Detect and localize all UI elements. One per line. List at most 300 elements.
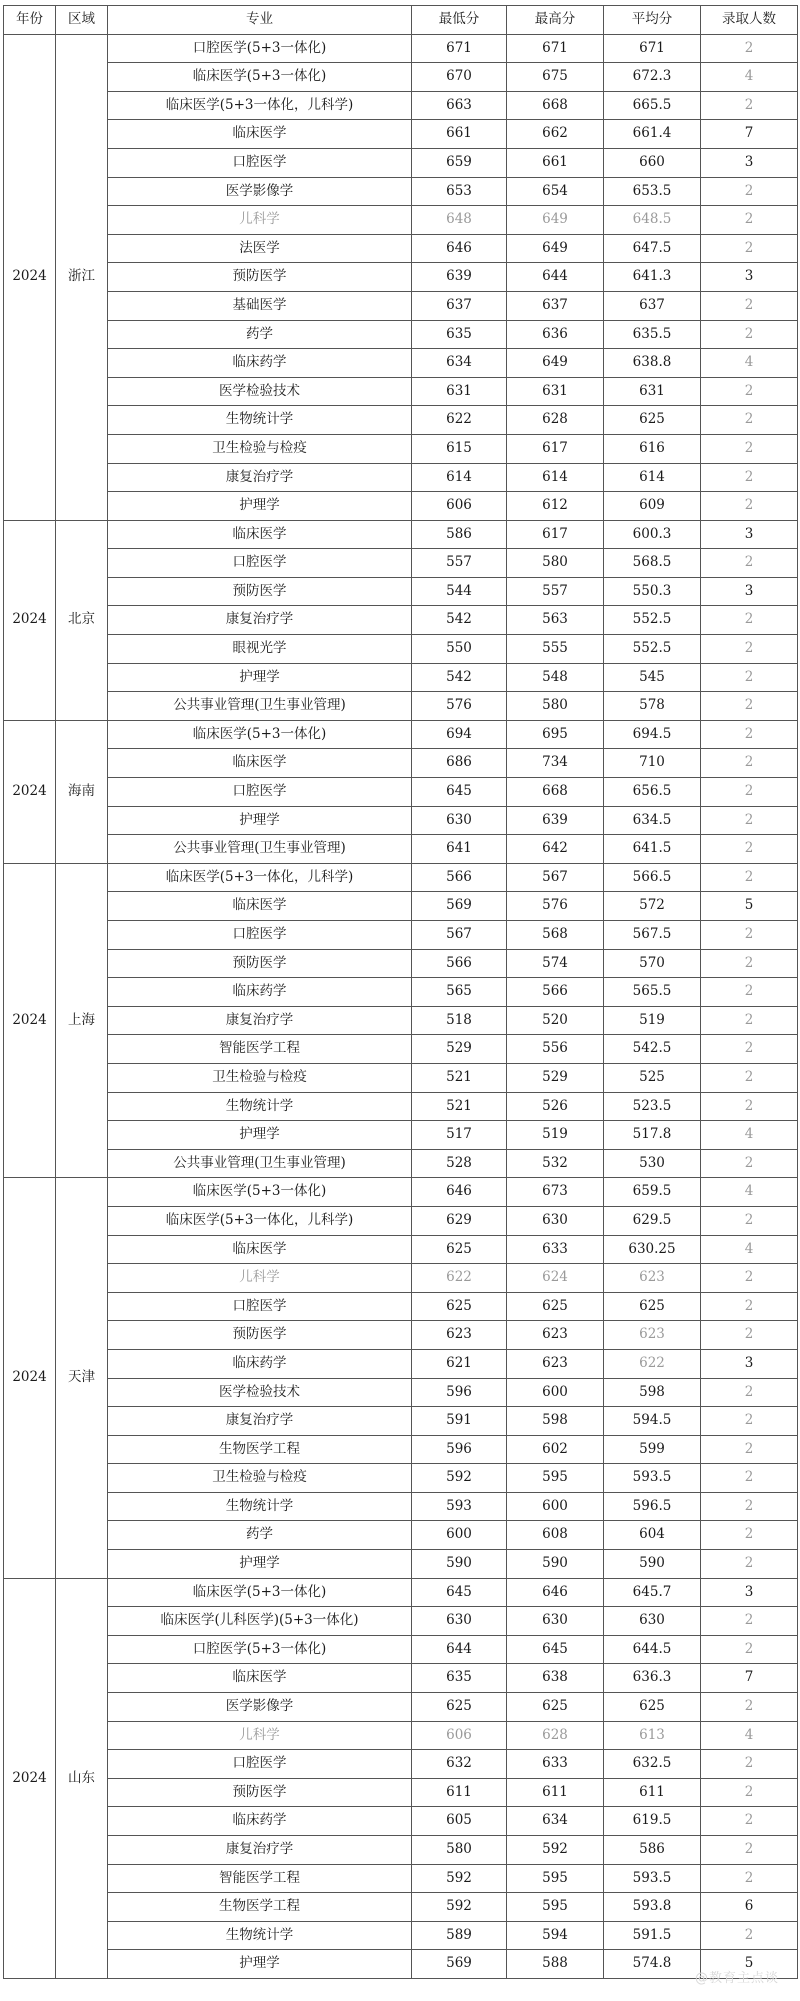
avg-score-cell: 542.5 — [604, 1035, 701, 1064]
major-cell: 口腔医学(5+3一体化) — [108, 34, 412, 63]
major-cell: 生物统计学 — [108, 1092, 412, 1121]
min-score-cell: 592 — [412, 1464, 507, 1493]
avg-score-cell: 634.5 — [604, 806, 701, 835]
major-cell: 预防医学 — [108, 263, 412, 292]
avg-score-cell: 613 — [604, 1721, 701, 1750]
enrolled-cell: 3 — [701, 148, 798, 177]
major-cell: 临床医学 — [108, 749, 412, 778]
major-cell: 临床药学 — [108, 1349, 412, 1378]
enrolled-cell: 2 — [701, 177, 798, 206]
table-row — [4, 692, 798, 721]
region-cell: 山东 — [56, 1578, 108, 1978]
table-row — [4, 1121, 798, 1150]
major-cell: 临床医学 — [108, 520, 412, 549]
table-row — [4, 492, 798, 521]
min-score-cell: 590 — [412, 1550, 507, 1579]
avg-score-cell: 530 — [604, 1149, 701, 1178]
min-score-cell: 528 — [412, 1149, 507, 1178]
max-score-cell: 630 — [507, 1206, 604, 1235]
major-cell: 公共事业管理(卫生事业管理) — [108, 835, 412, 864]
max-score-cell: 529 — [507, 1063, 604, 1092]
min-score-cell: 645 — [412, 778, 507, 807]
enrolled-cell: 2 — [701, 1550, 798, 1579]
major-cell: 基础医学 — [108, 291, 412, 320]
table-row — [4, 434, 798, 463]
min-score-cell: 550 — [412, 635, 507, 664]
max-score-cell: 661 — [507, 148, 604, 177]
min-score-cell: 634 — [412, 349, 507, 378]
max-score-cell: 623 — [507, 1321, 604, 1350]
table-row — [4, 635, 798, 664]
max-score-cell: 625 — [507, 1693, 604, 1722]
avg-score-cell: 600.3 — [604, 520, 701, 549]
enrolled-cell: 2 — [701, 406, 798, 435]
max-score-cell: 526 — [507, 1092, 604, 1121]
major-cell: 护理学 — [108, 1121, 412, 1150]
enrolled-cell: 4 — [701, 1721, 798, 1750]
table-row — [4, 1635, 798, 1664]
enrolled-cell: 6 — [701, 1893, 798, 1922]
major-cell: 医学影像学 — [108, 1693, 412, 1722]
max-score-cell: 567 — [507, 863, 604, 892]
min-score-cell: 596 — [412, 1435, 507, 1464]
enrolled-cell: 2 — [701, 1378, 798, 1407]
enrolled-cell: 2 — [701, 1292, 798, 1321]
avg-score-cell: 552.5 — [604, 635, 701, 664]
enrolled-cell: 2 — [701, 1635, 798, 1664]
table-row — [4, 206, 798, 235]
enrolled-cell: 2 — [701, 1521, 798, 1550]
enrolled-cell: 2 — [701, 1921, 798, 1950]
enrolled-cell: 2 — [701, 1864, 798, 1893]
max-score-cell: 662 — [507, 120, 604, 149]
enrolled-cell: 4 — [701, 1178, 798, 1207]
table-row — [4, 749, 798, 778]
min-score-cell: 623 — [412, 1321, 507, 1350]
major-cell: 公共事业管理(卫生事业管理) — [108, 692, 412, 721]
avg-score-cell: 568.5 — [604, 549, 701, 578]
min-score-cell: 686 — [412, 749, 507, 778]
enrolled-cell: 2 — [701, 1492, 798, 1521]
table-row — [4, 148, 798, 177]
avg-score-cell: 598 — [604, 1378, 701, 1407]
enrolled-cell: 2 — [701, 921, 798, 950]
enrolled-cell: 2 — [701, 806, 798, 835]
region-cell: 浙江 — [56, 34, 108, 520]
enrolled-cell: 2 — [701, 1063, 798, 1092]
max-score-cell: 588 — [507, 1950, 604, 1979]
min-score-cell: 542 — [412, 606, 507, 635]
min-score-cell: 632 — [412, 1750, 507, 1779]
table-row — [4, 1349, 798, 1378]
avg-score-cell: 550.3 — [604, 577, 701, 606]
avg-score-cell: 593.5 — [604, 1464, 701, 1493]
header-min-score: 最低分 — [412, 6, 507, 35]
major-cell: 医学检验技术 — [108, 1378, 412, 1407]
enrolled-cell: 2 — [701, 291, 798, 320]
table-row — [4, 406, 798, 435]
table-row — [4, 120, 798, 149]
table-row — [4, 1607, 798, 1636]
table-row — [4, 720, 798, 749]
min-score-cell: 621 — [412, 1349, 507, 1378]
enrolled-cell: 5 — [701, 1950, 798, 1979]
avg-score-cell: 517.8 — [604, 1121, 701, 1150]
min-score-cell: 625 — [412, 1693, 507, 1722]
min-score-cell: 639 — [412, 263, 507, 292]
major-cell: 口腔医学 — [108, 148, 412, 177]
major-cell: 临床医学 — [108, 120, 412, 149]
max-score-cell: 602 — [507, 1435, 604, 1464]
major-cell: 儿科学 — [108, 206, 412, 235]
header-enrolled: 录取人数 — [701, 6, 798, 35]
min-score-cell: 565 — [412, 978, 507, 1007]
min-score-cell: 622 — [412, 406, 507, 435]
min-score-cell: 544 — [412, 577, 507, 606]
max-score-cell: 590 — [507, 1550, 604, 1579]
min-score-cell: 586 — [412, 520, 507, 549]
header-major: 专业 — [108, 6, 412, 35]
table-row — [4, 234, 798, 263]
enrolled-cell: 4 — [701, 63, 798, 92]
max-score-cell: 595 — [507, 1864, 604, 1893]
avg-score-cell: 622 — [604, 1349, 701, 1378]
major-cell: 生物统计学 — [108, 1492, 412, 1521]
table-row — [4, 921, 798, 950]
min-score-cell: 635 — [412, 320, 507, 349]
max-score-cell: 645 — [507, 1635, 604, 1664]
table-row — [4, 1149, 798, 1178]
admission-table-container — [3, 5, 797, 1986]
table-row — [4, 1178, 798, 1207]
min-score-cell: 592 — [412, 1864, 507, 1893]
table-row — [4, 1063, 798, 1092]
major-cell: 医学检验技术 — [108, 377, 412, 406]
major-cell: 预防医学 — [108, 577, 412, 606]
max-score-cell: 644 — [507, 263, 604, 292]
major-cell: 生物统计学 — [108, 1921, 412, 1950]
major-cell: 临床医学(儿科医学)(5+3一体化) — [108, 1607, 412, 1636]
year-cell: 2024 — [4, 720, 56, 863]
enrolled-cell: 2 — [701, 635, 798, 664]
region-cell: 上海 — [56, 863, 108, 1178]
max-score-cell: 520 — [507, 1006, 604, 1035]
min-score-cell: 630 — [412, 806, 507, 835]
table-row — [4, 1721, 798, 1750]
table-row — [4, 1836, 798, 1865]
max-score-cell: 592 — [507, 1836, 604, 1865]
max-score-cell: 673 — [507, 1178, 604, 1207]
max-score-cell: 638 — [507, 1664, 604, 1693]
enrolled-cell: 2 — [701, 1321, 798, 1350]
max-score-cell: 668 — [507, 778, 604, 807]
min-score-cell: 645 — [412, 1578, 507, 1607]
min-score-cell: 625 — [412, 1235, 507, 1264]
enrolled-cell: 2 — [701, 1006, 798, 1035]
table-row — [4, 349, 798, 378]
region-cell: 海南 — [56, 720, 108, 863]
avg-score-cell: 578 — [604, 692, 701, 721]
max-score-cell: 574 — [507, 949, 604, 978]
enrolled-cell: 3 — [701, 577, 798, 606]
table-row — [4, 1264, 798, 1293]
table-row — [4, 1864, 798, 1893]
min-score-cell: 521 — [412, 1063, 507, 1092]
avg-score-cell: 614 — [604, 463, 701, 492]
table-row — [4, 778, 798, 807]
table-body — [4, 34, 798, 1978]
table-row — [4, 1950, 798, 1979]
major-cell: 临床医学(5+3一体化) — [108, 1578, 412, 1607]
table-row — [4, 1378, 798, 1407]
major-cell: 康复治疗学 — [108, 606, 412, 635]
max-score-cell: 556 — [507, 1035, 604, 1064]
year-cell: 2024 — [4, 863, 56, 1178]
min-score-cell: 542 — [412, 663, 507, 692]
max-score-cell: 519 — [507, 1121, 604, 1150]
min-score-cell: 646 — [412, 1178, 507, 1207]
enrolled-cell: 7 — [701, 1664, 798, 1693]
major-cell: 临床医学(5+3一体化) — [108, 720, 412, 749]
major-cell: 卫生检验与检疫 — [108, 1464, 412, 1493]
enrolled-cell: 2 — [701, 91, 798, 120]
table-row — [4, 1407, 798, 1436]
table-row — [4, 577, 798, 606]
enrolled-cell: 3 — [701, 520, 798, 549]
max-score-cell: 623 — [507, 1349, 604, 1378]
max-score-cell: 595 — [507, 1893, 604, 1922]
enrolled-cell: 2 — [701, 778, 798, 807]
min-score-cell: 576 — [412, 692, 507, 721]
enrolled-cell: 3 — [701, 1578, 798, 1607]
enrolled-cell: 4 — [701, 349, 798, 378]
avg-score-cell: 623 — [604, 1264, 701, 1293]
max-score-cell: 594 — [507, 1921, 604, 1950]
major-cell: 儿科学 — [108, 1721, 412, 1750]
major-cell: 预防医学 — [108, 1778, 412, 1807]
major-cell: 临床医学(5+3一体化，儿科学) — [108, 91, 412, 120]
avg-score-cell: 659.5 — [604, 1178, 701, 1207]
avg-score-cell: 665.5 — [604, 91, 701, 120]
table-row — [4, 1464, 798, 1493]
min-score-cell: 671 — [412, 34, 507, 63]
enrolled-cell: 2 — [701, 863, 798, 892]
table-row — [4, 291, 798, 320]
avg-score-cell: 593.8 — [604, 1893, 701, 1922]
avg-score-cell: 609 — [604, 492, 701, 521]
max-score-cell: 675 — [507, 63, 604, 92]
enrolled-cell: 2 — [701, 949, 798, 978]
major-cell: 康复治疗学 — [108, 463, 412, 492]
table-row — [4, 1435, 798, 1464]
table-row — [4, 863, 798, 892]
max-score-cell: 580 — [507, 549, 604, 578]
avg-score-cell: 519 — [604, 1006, 701, 1035]
avg-score-cell: 672.3 — [604, 63, 701, 92]
major-cell: 护理学 — [108, 806, 412, 835]
header-max-score: 最高分 — [507, 6, 604, 35]
min-score-cell: 589 — [412, 1921, 507, 1950]
table-row — [4, 978, 798, 1007]
enrolled-cell: 2 — [701, 1693, 798, 1722]
max-score-cell: 695 — [507, 720, 604, 749]
min-score-cell: 663 — [412, 91, 507, 120]
table-row — [4, 663, 798, 692]
table-row — [4, 835, 798, 864]
table-row — [4, 606, 798, 635]
min-score-cell: 521 — [412, 1092, 507, 1121]
avg-score-cell: 660 — [604, 148, 701, 177]
max-score-cell: 671 — [507, 34, 604, 63]
enrolled-cell: 2 — [701, 1464, 798, 1493]
avg-score-cell: 625 — [604, 406, 701, 435]
max-score-cell: 646 — [507, 1578, 604, 1607]
enrolled-cell: 2 — [701, 663, 798, 692]
table-row — [4, 949, 798, 978]
avg-score-cell: 545 — [604, 663, 701, 692]
min-score-cell: 569 — [412, 1950, 507, 1979]
max-score-cell: 637 — [507, 291, 604, 320]
max-score-cell: 631 — [507, 377, 604, 406]
enrolled-cell: 2 — [701, 692, 798, 721]
max-score-cell: 566 — [507, 978, 604, 1007]
avg-score-cell: 637 — [604, 291, 701, 320]
enrolled-cell: 2 — [701, 234, 798, 263]
major-cell: 智能医学工程 — [108, 1864, 412, 1893]
max-score-cell: 628 — [507, 406, 604, 435]
enrolled-cell: 7 — [701, 120, 798, 149]
max-score-cell: 649 — [507, 206, 604, 235]
max-score-cell: 654 — [507, 177, 604, 206]
min-score-cell: 600 — [412, 1521, 507, 1550]
enrolled-cell: 2 — [701, 1836, 798, 1865]
table-row — [4, 1807, 798, 1836]
min-score-cell: 629 — [412, 1206, 507, 1235]
min-score-cell: 517 — [412, 1121, 507, 1150]
watermark-text: @教育主点谈 — [694, 1971, 779, 1986]
enrolled-cell: 2 — [701, 549, 798, 578]
table-header-row — [4, 6, 798, 35]
table-row — [4, 1492, 798, 1521]
major-cell: 临床医学(5+3一体化，儿科学) — [108, 1206, 412, 1235]
min-score-cell: 606 — [412, 1721, 507, 1750]
major-cell: 预防医学 — [108, 949, 412, 978]
table-row — [4, 1550, 798, 1579]
avg-score-cell: 616 — [604, 434, 701, 463]
avg-score-cell: 574.8 — [604, 1950, 701, 1979]
major-cell: 临床医学(5+3一体化) — [108, 63, 412, 92]
min-score-cell: 659 — [412, 148, 507, 177]
max-score-cell: 642 — [507, 835, 604, 864]
avg-score-cell: 623 — [604, 1321, 701, 1350]
table-row — [4, 806, 798, 835]
avg-score-cell: 630.25 — [604, 1235, 701, 1264]
enrolled-cell: 2 — [701, 34, 798, 63]
enrolled-cell: 2 — [701, 320, 798, 349]
max-score-cell: 600 — [507, 1378, 604, 1407]
header-avg-score: 平均分 — [604, 6, 701, 35]
avg-score-cell: 631 — [604, 377, 701, 406]
table-row — [4, 1292, 798, 1321]
avg-score-cell: 593.5 — [604, 1864, 701, 1893]
enrolled-cell: 2 — [701, 1778, 798, 1807]
min-score-cell: 646 — [412, 234, 507, 263]
table-row — [4, 1578, 798, 1607]
max-score-cell: 563 — [507, 606, 604, 635]
avg-score-cell: 629.5 — [604, 1206, 701, 1235]
table-row — [4, 1921, 798, 1950]
major-cell: 护理学 — [108, 492, 412, 521]
major-cell: 口腔医学 — [108, 549, 412, 578]
max-score-cell: 624 — [507, 1264, 604, 1293]
max-score-cell: 639 — [507, 806, 604, 835]
major-cell: 临床医学(5+3一体化，儿科学) — [108, 863, 412, 892]
table-row — [4, 1092, 798, 1121]
min-score-cell: 567 — [412, 921, 507, 950]
max-score-cell: 611 — [507, 1778, 604, 1807]
avg-score-cell: 671 — [604, 34, 701, 63]
min-score-cell: 635 — [412, 1664, 507, 1693]
min-score-cell: 557 — [412, 549, 507, 578]
avg-score-cell: 636.3 — [604, 1664, 701, 1693]
min-score-cell: 518 — [412, 1006, 507, 1035]
enrolled-cell: 3 — [701, 1349, 798, 1378]
table-row — [4, 1750, 798, 1779]
avg-score-cell: 638.8 — [604, 349, 701, 378]
avg-score-cell: 619.5 — [604, 1807, 701, 1836]
max-score-cell: 636 — [507, 320, 604, 349]
avg-score-cell: 567.5 — [604, 921, 701, 950]
major-cell: 临床药学 — [108, 1807, 412, 1836]
major-cell: 生物医学工程 — [108, 1893, 412, 1922]
table-row — [4, 1893, 798, 1922]
region-cell: 北京 — [56, 520, 108, 720]
major-cell: 护理学 — [108, 663, 412, 692]
enrolled-cell: 2 — [701, 377, 798, 406]
avg-score-cell: 656.5 — [604, 778, 701, 807]
table-row — [4, 1664, 798, 1693]
major-cell: 医学影像学 — [108, 177, 412, 206]
avg-score-cell: 570 — [604, 949, 701, 978]
major-cell: 临床药学 — [108, 978, 412, 1007]
major-cell: 康复治疗学 — [108, 1006, 412, 1035]
enrolled-cell: 2 — [701, 1435, 798, 1464]
header-region: 区域 — [56, 6, 108, 35]
table-row — [4, 1521, 798, 1550]
enrolled-cell: 3 — [701, 263, 798, 292]
avg-score-cell: 694.5 — [604, 720, 701, 749]
major-cell: 护理学 — [108, 1550, 412, 1579]
major-cell: 临床医学 — [108, 892, 412, 921]
max-score-cell: 555 — [507, 635, 604, 664]
min-score-cell: 593 — [412, 1492, 507, 1521]
major-cell: 法医学 — [108, 234, 412, 263]
avg-score-cell: 591.5 — [604, 1921, 701, 1950]
max-score-cell: 630 — [507, 1607, 604, 1636]
avg-score-cell: 635.5 — [604, 320, 701, 349]
avg-score-cell: 566.5 — [604, 863, 701, 892]
enrolled-cell: 2 — [701, 606, 798, 635]
major-cell: 口腔医学 — [108, 1750, 412, 1779]
max-score-cell: 633 — [507, 1235, 604, 1264]
avg-score-cell: 525 — [604, 1063, 701, 1092]
avg-score-cell: 552.5 — [604, 606, 701, 635]
enrolled-cell: 2 — [701, 1149, 798, 1178]
major-cell: 口腔医学(5+3一体化) — [108, 1635, 412, 1664]
min-score-cell: 529 — [412, 1035, 507, 1064]
table-row — [4, 1035, 798, 1064]
major-cell: 卫生检验与检疫 — [108, 434, 412, 463]
